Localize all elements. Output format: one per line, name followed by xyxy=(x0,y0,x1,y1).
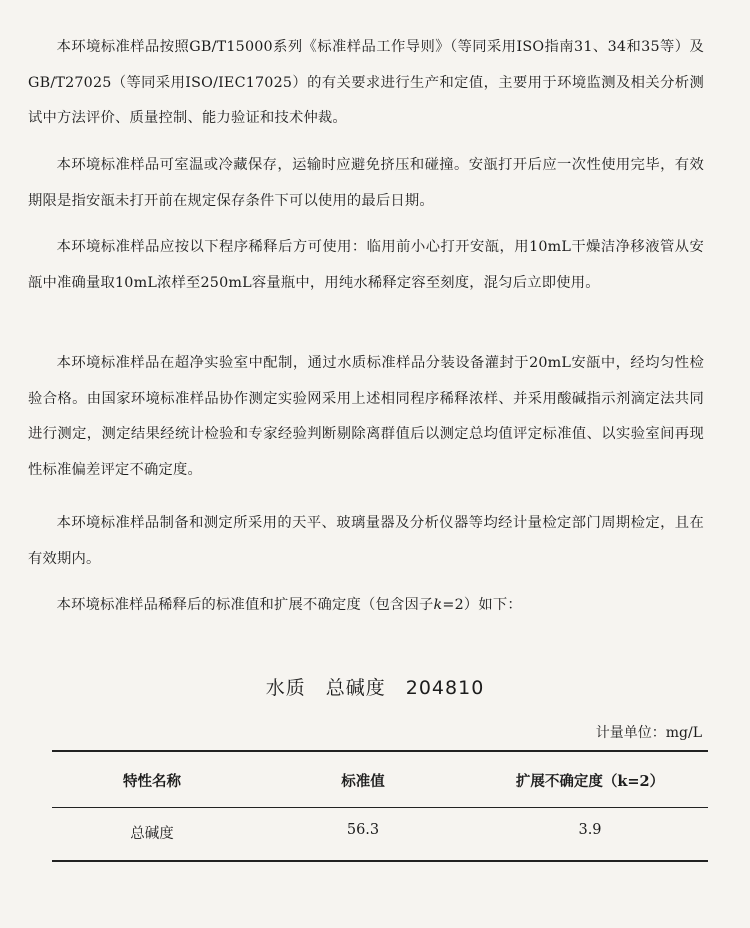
cell-standard-value: 56.3 xyxy=(346,822,380,838)
table-title-parameter: 总碱度 xyxy=(325,677,386,699)
measurement-unit: 计量单位：mg/L xyxy=(595,725,702,741)
coverage-factor-symbol: k xyxy=(433,597,443,613)
column-header-uncertainty: 扩展不确定度（k=2） xyxy=(515,773,665,790)
paragraph-dilution-procedure: 本环境标准样品应按以下程序稀释后方可使用：临用前小心打开安瓿，用10mL干燥洁净移液管从安瓿中准确量取10mL浓样至250mL容量瓶中，用纯水稀释定容至刻度，混匀后立即使用。 xyxy=(28,239,704,291)
cell-property-name: 总碱度 xyxy=(130,826,174,842)
paragraph-values-intro xyxy=(28,588,704,624)
table-title-code: 204810 xyxy=(405,677,485,699)
paragraph-standards-basis: 本环境标准样品按照GB/T15000系列《标准样品工作导则》（等同采用ISO指南31、34和35等）及GB/T27025（等同采用ISO/IEC17025）的有关要求进行生产和定值，主要用于环境监测及相关分析测试中方法评价、质量控制、能力验证和技术仲裁。 xyxy=(28,39,704,126)
cell-uncertainty: 3.9 xyxy=(578,822,602,838)
table-header-rule xyxy=(52,807,708,808)
column-header-property: 特性名称 xyxy=(123,773,181,790)
table-title xyxy=(0,673,750,700)
table-title-matrix: 水质 xyxy=(265,677,306,699)
paragraph-storage: 本环境标准样品可室温或冷藏保存，运输时应避免挤压和碰撞。安瓿打开后应一次性使用完毕，有效期限是指安瓿未打开前在规定保存条件下可以使用的最后日期。 xyxy=(28,157,704,209)
table-top-rule xyxy=(52,750,708,752)
values-intro-text-end: =2）如下： xyxy=(442,597,522,613)
values-intro-text: 本环境标准样品稀释后的标准值和扩展不确定度（包含因子 xyxy=(56,597,434,613)
table-bottom-rule xyxy=(52,860,708,862)
paragraph-preparation-and-testing: 本环境标准样品在超净实验室中配制，通过水质标准样品分装设备灌封于20mL安瓿中，经均匀性检验合格。由国家环境标准样品协作测定实验网采用上述相同程序稀释浓样、并采用酸碱指示剂滴定法共同进行测定，测定结果经统计检验和专家经验判断剔除离群值后以测定总均值评定标准值、以实验室间再现性标准偏差评定不确定度。 xyxy=(28,355,704,478)
column-header-standard-value: 标准值 xyxy=(341,773,385,790)
paragraph-calibration: 本环境标准样品制备和测定所采用的天平、玻璃量器及分析仪器等均经计量检定部门周期检定，且在有效期内。 xyxy=(28,515,704,567)
